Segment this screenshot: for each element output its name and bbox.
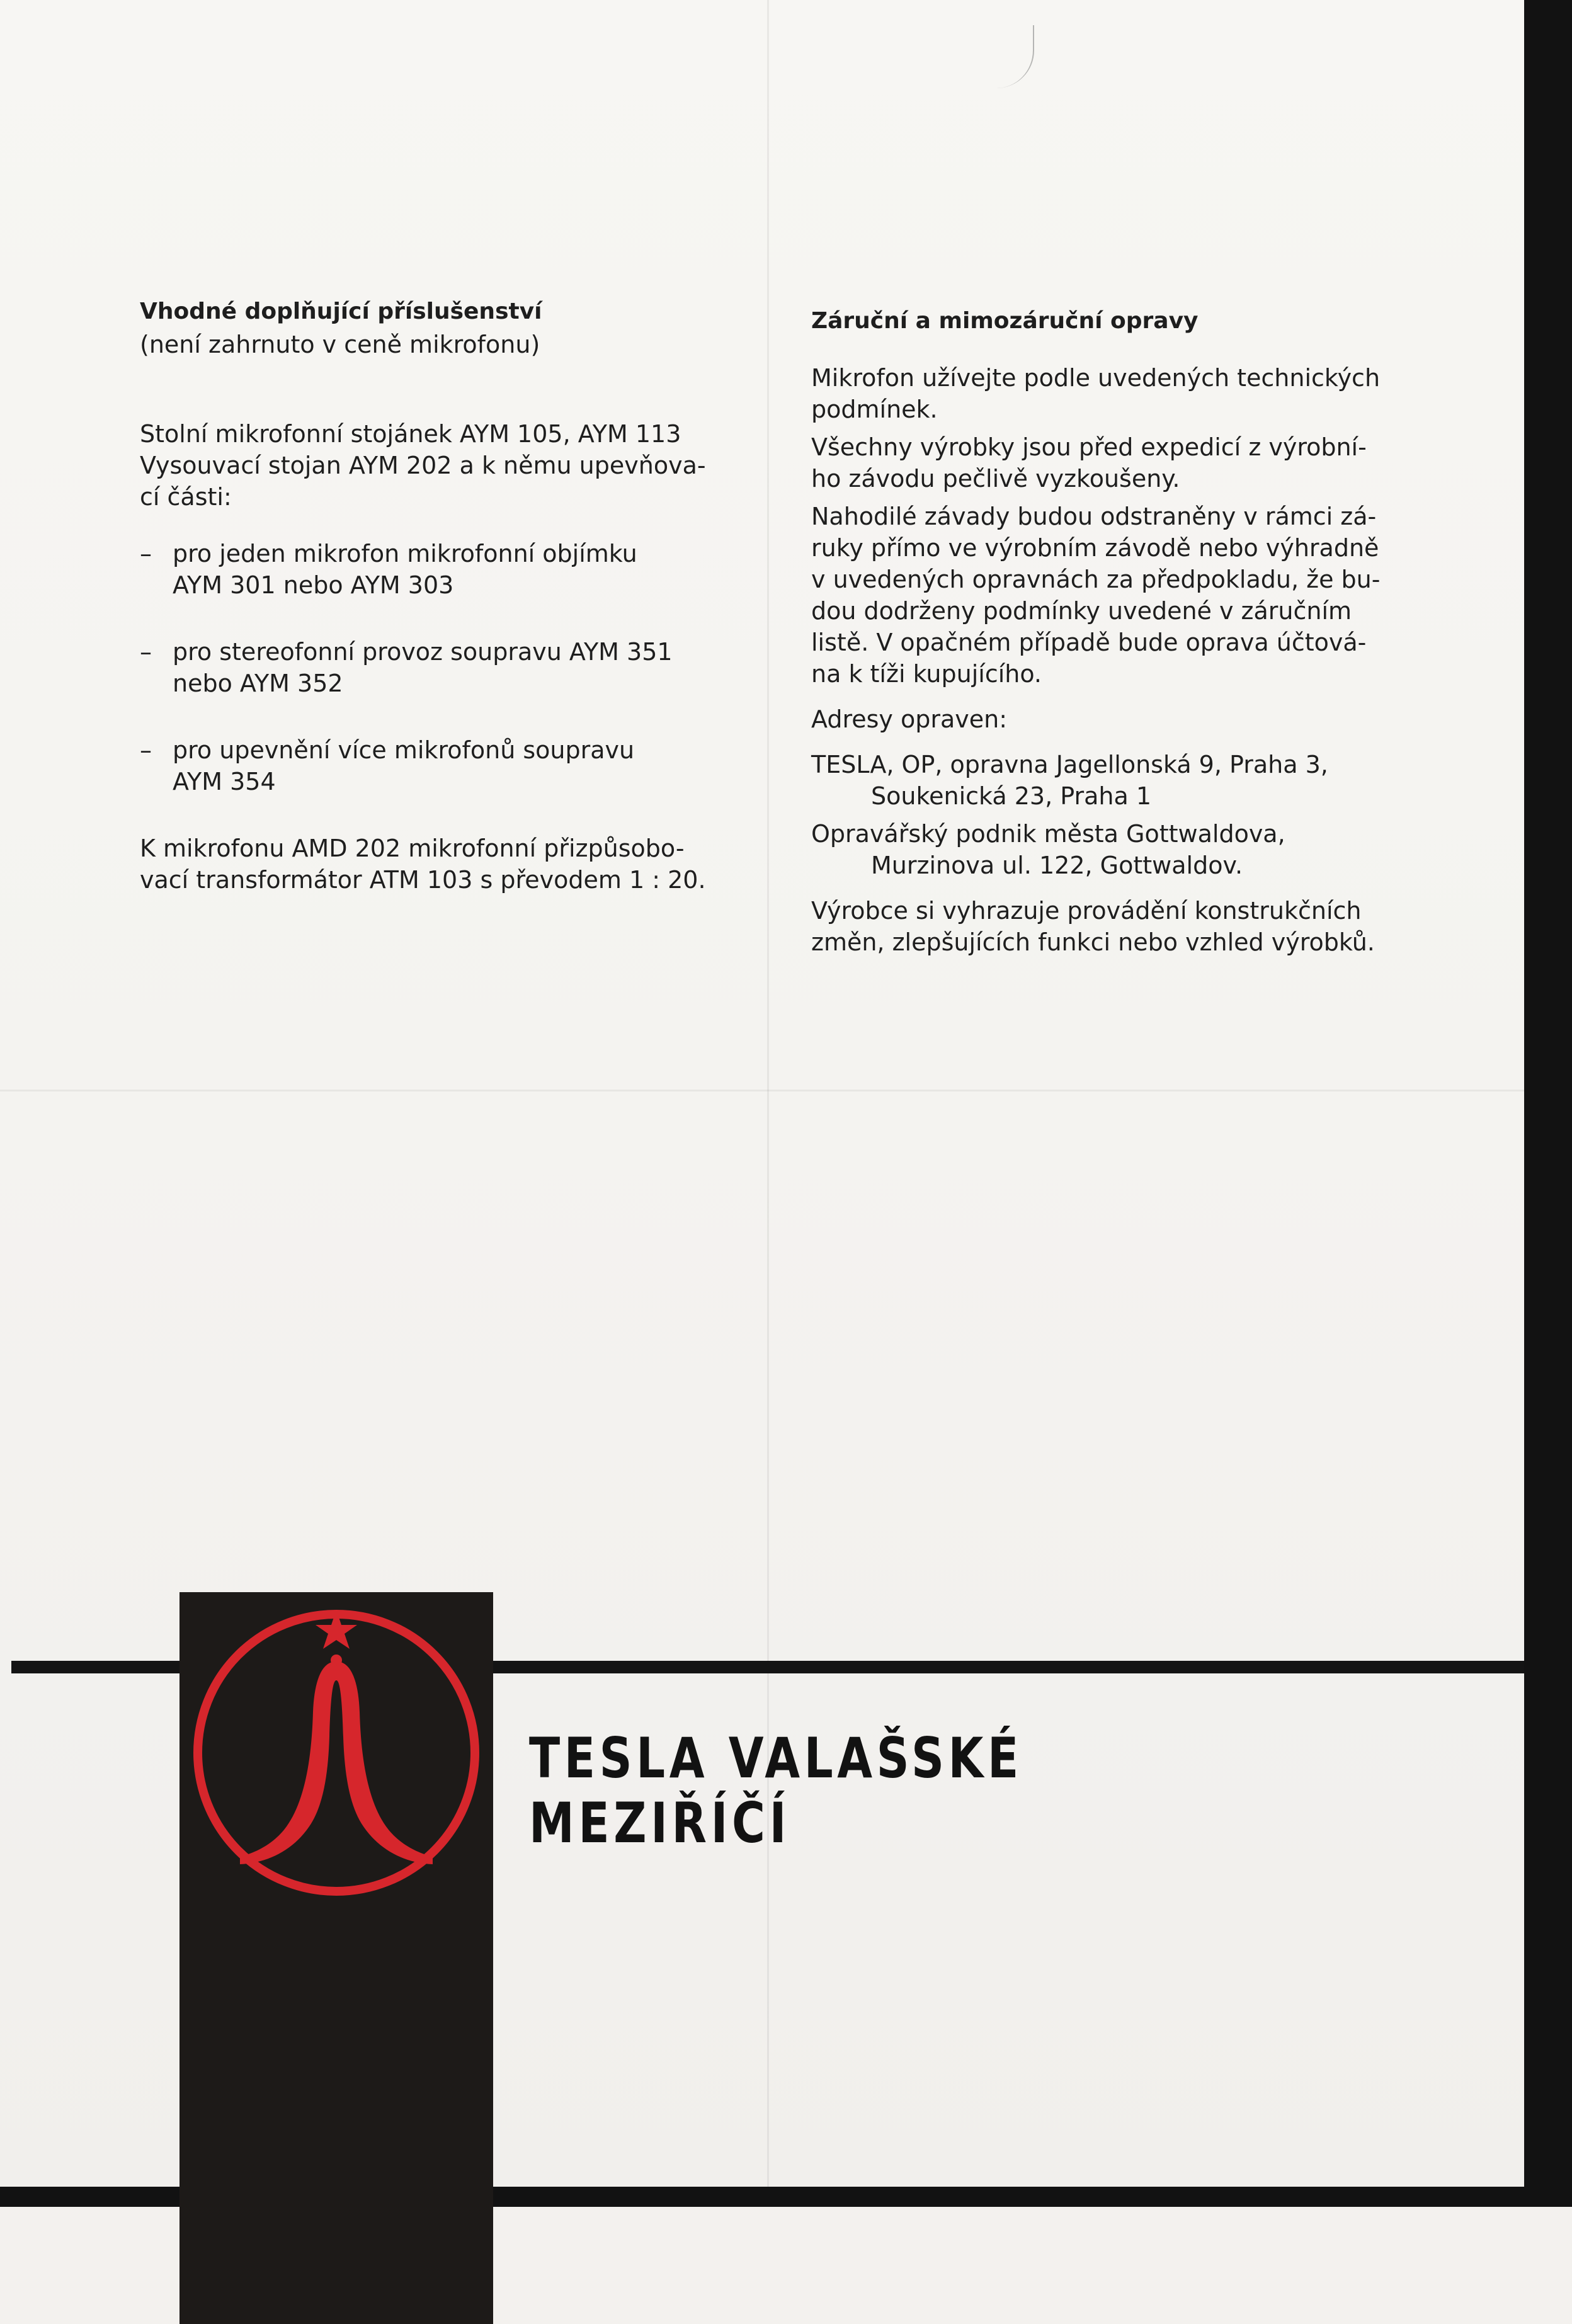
dash-bullet: – [140,736,152,764]
tesla-star-bell-logo-icon [179,1592,493,2324]
text-line: dou dodrženy podmínky uvedené v záručním [811,597,1352,625]
intro-line: Vysouvací stojan AYM 202 a k němu upevňova- [140,452,706,479]
address-entry [811,749,1384,812]
outro-line: K mikrofonu AMD 202 mikrofonní přizpůsobo- [140,834,685,862]
addresses-label: Adresy opraven: [811,705,1008,733]
dash-bullet: – [140,638,152,666]
text-line: na k tíži kupujícího. [811,660,1042,688]
text-line: Opravářský podnik města Gottwaldova, [811,820,1285,848]
warranty-paragraph [811,501,1384,690]
closing-note [811,895,1384,958]
intro-line: cí části: [140,483,232,511]
text-line: listě. V opačném případě bude oprava účtová- [811,629,1367,656]
accessories-section [140,296,713,896]
text-line: TESLA, OP, opravna Jagellonská 9, Praha 3, [811,751,1328,778]
text-line: Nahodilé závady budou odstraněny v rámci zá- [811,503,1377,530]
scan-edge-right [1524,0,1572,2207]
accessory-item [140,734,713,797]
address-entry [811,818,1384,881]
accessory-item [140,538,713,601]
brand-name: TESLA VALAŠSKÉ MEZIŘÍČÍ [529,1726,1023,1855]
text-line: změn, zlepšujících funkci nebo vzhled výrobků. [811,928,1375,956]
accessory-text: AYM 301 nebo AYM 303 [173,571,454,599]
warranty-paragraph [811,362,1384,425]
warranty-paragraph [811,431,1384,494]
accessory-item [140,636,713,699]
accessories-subheading: (není zahrnuto v ceně mikrofonu) [140,331,540,358]
text-line: ho závodu pečlivě vyzkoušeny. [811,465,1180,493]
warranty-section [811,305,1384,958]
accessory-text: pro stereofonní provoz soupravu AYM 351 [173,638,673,666]
accessory-text: nebo AYM 352 [173,669,343,697]
text-line: Mikrofon užívejte podle uvedených technických [811,364,1381,392]
paper-fold-horizontal [0,1090,1524,1091]
accessory-text: pro upevnění více mikrofonů soupravu [173,736,635,764]
text-line: v uvedených opravnách za předpokladu, že bu- [811,566,1381,593]
text-line: podmínek. [811,396,938,423]
accessory-text: pro jeden mikrofon mikrofonní objímku [173,540,637,567]
outro-line: vací transformátor ATM 103 s převodem 1 : 20. [140,866,706,894]
text-line: Soukenická 23, Praha 1 [871,782,1152,810]
dash-bullet: – [140,540,152,567]
text-line: ruky přímo ve výrobním závodě nebo výhradně [811,534,1379,562]
text-line: Murzinova ul. 122, Gottwaldov. [871,852,1243,879]
accessory-text: AYM 354 [173,768,276,795]
text-line: Výrobce si vyhrazuje provádění konstrukčních [811,897,1362,925]
accessories-heading: Vhodné doplňující příslušenství [140,299,542,324]
text-line: Všechny výrobky jsou před expedicí z výrobní- [811,433,1367,461]
paper-fold-vertical [767,0,769,2207]
intro-line: Stolní mikrofonní stojánek AYM 105, AYM 113 [140,420,681,448]
warranty-heading: Záruční a mimozáruční opravy [811,308,1199,334]
